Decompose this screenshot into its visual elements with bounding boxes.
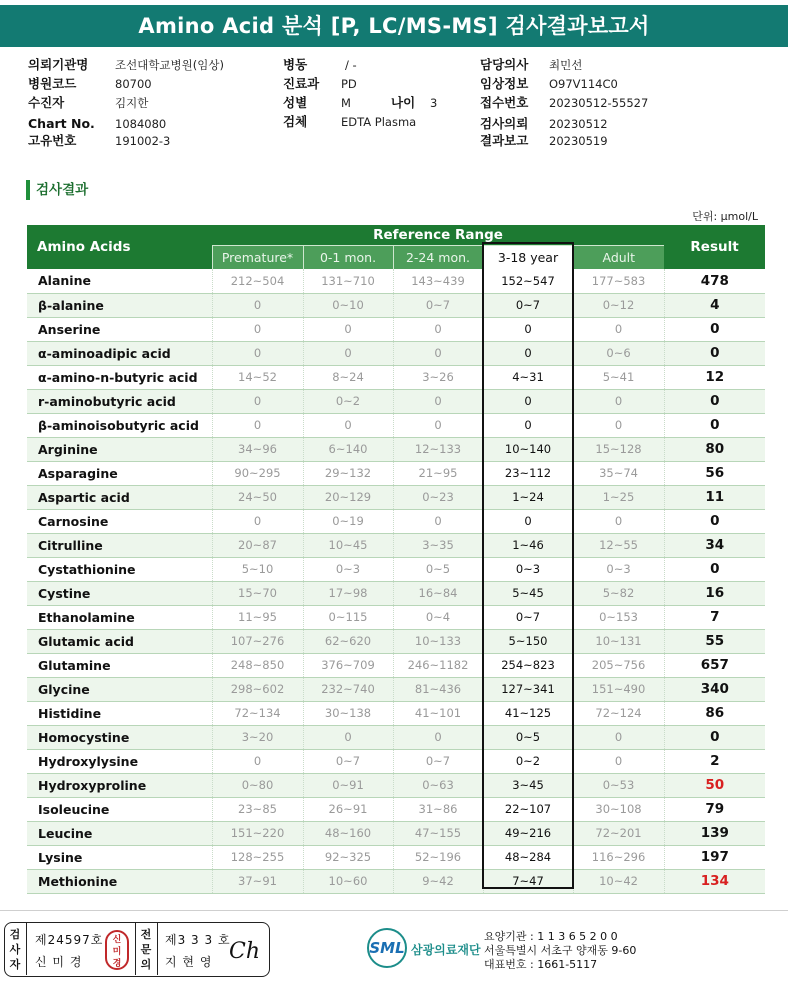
table-row [27, 461, 765, 485]
stamp-char: 미 [112, 947, 122, 957]
result-value: 0 [664, 317, 765, 341]
ref-3-18-year: 0 [483, 317, 573, 341]
ref-premature: 298~602 [212, 677, 303, 701]
ref-0-1-mon: 92~325 [303, 845, 393, 869]
ref-premature: 3~20 [212, 725, 303, 749]
info-value: 80700 [115, 77, 152, 91]
ref-2-24-mon: 41~101 [393, 701, 483, 725]
table-row [27, 869, 765, 893]
results-table [27, 225, 765, 894]
ref-premature: 0 [212, 509, 303, 533]
table-row [27, 365, 765, 389]
amino-acid-name: Homocystine [27, 725, 212, 749]
ref-2-24-mon: 12~133 [393, 437, 483, 461]
table-row [27, 389, 765, 413]
ref-adult: 0 [573, 749, 664, 773]
table-row [27, 797, 765, 821]
ref-premature: 20~87 [212, 533, 303, 557]
tester-name: 신 미 경 [35, 955, 83, 969]
result-value: 134 [664, 869, 765, 893]
ref-3-18-year: 0 [483, 413, 573, 437]
ref-premature: 248~850 [212, 653, 303, 677]
result-value: 86 [664, 701, 765, 725]
info-label: 결과보고 [480, 133, 529, 148]
table-row [27, 605, 765, 629]
amino-acid-name: α-amino-n-butyric acid [27, 365, 212, 389]
stamp-char: 경 [112, 959, 122, 969]
table-row [27, 293, 765, 317]
ref-3-18-year: 1~46 [483, 533, 573, 557]
ref-2-24-mon: 0~4 [393, 605, 483, 629]
lab-info [484, 930, 636, 972]
ref-2-24-mon: 21~95 [393, 461, 483, 485]
specialist-name: 지 현 영 [165, 955, 213, 969]
header-premature: Premature* [212, 245, 303, 269]
info-unique-no [28, 132, 268, 150]
label-char: 문 [140, 943, 152, 956]
table-row [27, 317, 765, 341]
info-label: 임상정보 [480, 76, 529, 91]
amino-acid-name: Leucine [27, 821, 212, 845]
result-value: 12 [664, 365, 765, 389]
table-row [27, 341, 765, 365]
ref-3-18-year: 0~7 [483, 605, 573, 629]
result-value: 7 [664, 605, 765, 629]
ref-adult: 0 [573, 317, 664, 341]
ref-0-1-mon: 17~98 [303, 581, 393, 605]
info-value: M [341, 96, 351, 110]
ref-2-24-mon: 31~86 [393, 797, 483, 821]
table-row [27, 413, 765, 437]
info-institution [28, 56, 268, 74]
amino-acid-name: Citrulline [27, 533, 212, 557]
info-specimen [283, 113, 463, 131]
ref-3-18-year: 3~45 [483, 773, 573, 797]
results-body [27, 269, 765, 893]
ref-adult: 10~42 [573, 869, 664, 893]
amino-acid-name: Anserine [27, 317, 212, 341]
ref-0-1-mon: 8~24 [303, 365, 393, 389]
info-value: 1084080 [115, 117, 167, 131]
ref-3-18-year: 0~2 [483, 749, 573, 773]
ref-premature: 11~95 [212, 605, 303, 629]
footer-divider [0, 910, 788, 911]
ref-0-1-mon: 376~709 [303, 653, 393, 677]
info-label: 병동 [283, 57, 308, 72]
ref-3-18-year: 48~284 [483, 845, 573, 869]
result-value: 16 [664, 581, 765, 605]
info-label: 접수번호 [480, 95, 529, 110]
ref-adult: 0~6 [573, 341, 664, 365]
ref-2-24-mon: 0~23 [393, 485, 483, 509]
table-row [27, 629, 765, 653]
result-value: 0 [664, 389, 765, 413]
tester-label [7, 927, 23, 972]
table-row [27, 581, 765, 605]
ref-premature: 0 [212, 341, 303, 365]
divider [157, 923, 158, 975]
ref-premature: 0 [212, 293, 303, 317]
ref-3-18-year: 0 [483, 509, 573, 533]
result-value: 34 [664, 533, 765, 557]
ref-premature: 15~70 [212, 581, 303, 605]
ref-2-24-mon: 0~7 [393, 749, 483, 773]
ref-2-24-mon: 0~5 [393, 557, 483, 581]
info-department [283, 75, 463, 93]
info-doctor [480, 56, 680, 74]
ref-3-18-year: 7~47 [483, 869, 573, 893]
result-value: 80 [664, 437, 765, 461]
header-amino-acids: Amino Acids [27, 225, 212, 269]
ref-adult: 15~128 [573, 437, 664, 461]
ref-0-1-mon: 6~140 [303, 437, 393, 461]
ref-0-1-mon: 48~160 [303, 821, 393, 845]
amino-acid-name: Lysine [27, 845, 212, 869]
ref-2-24-mon: 0 [393, 341, 483, 365]
info-label: 병원코드 [28, 76, 77, 91]
ref-premature: 90~295 [212, 461, 303, 485]
ref-premature: 0~80 [212, 773, 303, 797]
info-label: 수진자 [28, 95, 65, 110]
ref-adult: 0~53 [573, 773, 664, 797]
ref-premature: 24~50 [212, 485, 303, 509]
ref-premature: 0 [212, 317, 303, 341]
amino-acid-name: Aspartic acid [27, 485, 212, 509]
info-label: 담당의사 [480, 57, 529, 72]
ref-3-18-year: 0 [483, 341, 573, 365]
table-row [27, 653, 765, 677]
ref-2-24-mon: 16~84 [393, 581, 483, 605]
info-value: O97V114C0 [549, 77, 618, 91]
ref-0-1-mon: 29~132 [303, 461, 393, 485]
result-value: 0 [664, 413, 765, 437]
ref-adult: 0~153 [573, 605, 664, 629]
result-value: 139 [664, 821, 765, 845]
ref-2-24-mon: 0 [393, 725, 483, 749]
ref-premature: 23~85 [212, 797, 303, 821]
ref-0-1-mon: 0~10 [303, 293, 393, 317]
amino-acid-name: β-aminoisobutyric acid [27, 413, 212, 437]
ref-adult: 72~201 [573, 821, 664, 845]
result-value: 657 [664, 653, 765, 677]
ref-0-1-mon: 0 [303, 341, 393, 365]
ref-2-24-mon: 143~439 [393, 269, 483, 293]
result-value: 4 [664, 293, 765, 317]
ref-3-18-year: 23~112 [483, 461, 573, 485]
table-row [27, 557, 765, 581]
divider [26, 923, 27, 975]
ref-0-1-mon: 0~7 [303, 749, 393, 773]
ref-adult: 5~82 [573, 581, 664, 605]
amino-acid-name: Asparagine [27, 461, 212, 485]
result-value: 2 [664, 749, 765, 773]
table-row [27, 485, 765, 509]
info-hospital-code [28, 75, 268, 93]
ref-2-24-mon: 0 [393, 509, 483, 533]
table-row [27, 509, 765, 533]
ref-3-18-year: 0~5 [483, 725, 573, 749]
result-value: 340 [664, 677, 765, 701]
result-value: 478 [664, 269, 765, 293]
ref-2-24-mon: 47~155 [393, 821, 483, 845]
specialist-number: 제3 3 3 호 [165, 933, 231, 947]
lab-phone: 대표번호 : 1661-5117 [484, 958, 598, 971]
amino-acid-name: Alanine [27, 269, 212, 293]
ref-0-1-mon: 0 [303, 725, 393, 749]
ref-premature: 128~255 [212, 845, 303, 869]
table-row [27, 773, 765, 797]
info-label: 의뢰기관명 [28, 57, 89, 72]
amino-acid-name: β-alanine [27, 293, 212, 317]
header-3-18-year: 3-18 year [483, 245, 573, 269]
ref-3-18-year: 0~7 [483, 293, 573, 317]
info-value: PD [341, 77, 357, 91]
info-value: 최민선 [549, 58, 583, 72]
amino-acid-name: Hydroxyproline [27, 773, 212, 797]
ref-adult: 0~12 [573, 293, 664, 317]
amino-acid-name: Cystine [27, 581, 212, 605]
ref-0-1-mon: 0~3 [303, 557, 393, 581]
info-receipt-no [480, 94, 680, 112]
handwritten-signature: Ch [229, 939, 261, 964]
ref-2-24-mon: 0~63 [393, 773, 483, 797]
info-clinical-info [480, 75, 680, 93]
ref-0-1-mon: 0~115 [303, 605, 393, 629]
info-value: / - [345, 58, 357, 72]
ref-adult: 1~25 [573, 485, 664, 509]
info-age [391, 94, 461, 112]
divider [135, 923, 136, 975]
amino-acid-name: Histidine [27, 701, 212, 725]
ref-premature: 0 [212, 389, 303, 413]
header-0-1-mon: 0-1 mon. [303, 245, 393, 269]
label-char: 전 [140, 928, 152, 941]
amino-acid-name: Glutamine [27, 653, 212, 677]
result-value: 0 [664, 725, 765, 749]
ref-3-18-year: 5~150 [483, 629, 573, 653]
ref-adult: 35~74 [573, 461, 664, 485]
ref-adult: 0 [573, 413, 664, 437]
ref-adult: 12~55 [573, 533, 664, 557]
stamp-char: 신 [112, 935, 122, 945]
ref-adult: 72~124 [573, 701, 664, 725]
result-value: 0 [664, 509, 765, 533]
info-value: 조선대학교병원(임상) [115, 58, 224, 72]
table-row [27, 533, 765, 557]
info-value: 191002-3 [115, 134, 171, 148]
label-char: 자 [9, 958, 21, 971]
table-row [27, 749, 765, 773]
info-patient [28, 94, 268, 112]
ref-premature: 72~134 [212, 701, 303, 725]
signature-box [4, 922, 270, 977]
ref-0-1-mon: 62~620 [303, 629, 393, 653]
ref-premature: 151~220 [212, 821, 303, 845]
result-value: 0 [664, 557, 765, 581]
ref-3-18-year: 4~31 [483, 365, 573, 389]
seal-stamp [105, 930, 129, 970]
ref-0-1-mon: 26~91 [303, 797, 393, 821]
info-label: Chart No. [28, 116, 95, 131]
result-value: 197 [664, 845, 765, 869]
info-report-date [480, 132, 680, 150]
label-char: 사 [9, 943, 21, 956]
ref-premature: 0 [212, 413, 303, 437]
info-value: 20230512 [549, 117, 608, 131]
label-char: 검 [9, 928, 21, 941]
ref-2-24-mon: 10~133 [393, 629, 483, 653]
result-value: 56 [664, 461, 765, 485]
info-ward [283, 56, 463, 74]
ref-3-18-year: 0 [483, 389, 573, 413]
ref-adult: 0 [573, 725, 664, 749]
ref-0-1-mon: 0~91 [303, 773, 393, 797]
ref-premature: 37~91 [212, 869, 303, 893]
table-row [27, 677, 765, 701]
info-label: 검사의뢰 [480, 116, 529, 131]
info-value: 20230512-55527 [549, 96, 649, 110]
ref-premature: 0 [212, 749, 303, 773]
table-row [27, 845, 765, 869]
amino-acid-name: Glycine [27, 677, 212, 701]
ref-0-1-mon: 30~138 [303, 701, 393, 725]
ref-2-24-mon: 9~42 [393, 869, 483, 893]
info-label: 검체 [283, 114, 308, 129]
ref-3-18-year: 1~24 [483, 485, 573, 509]
specialist-label [138, 927, 154, 972]
amino-acid-name: Ethanolamine [27, 605, 212, 629]
info-value: 20230519 [549, 134, 608, 148]
ref-premature: 107~276 [212, 629, 303, 653]
ref-3-18-year: 254~823 [483, 653, 573, 677]
table-row [27, 437, 765, 461]
table-row [27, 821, 765, 845]
ref-3-18-year: 152~547 [483, 269, 573, 293]
info-value: 김지한 [115, 96, 149, 110]
ref-2-24-mon: 81~436 [393, 677, 483, 701]
header-2-24-mon: 2-24 mon. [393, 245, 483, 269]
header-reference-range: Reference Range [212, 225, 664, 245]
result-value: 55 [664, 629, 765, 653]
ref-adult: 205~756 [573, 653, 664, 677]
ref-2-24-mon: 246~1182 [393, 653, 483, 677]
ref-premature: 212~504 [212, 269, 303, 293]
ref-adult: 5~41 [573, 365, 664, 389]
table-row [27, 269, 765, 293]
ref-2-24-mon: 0~7 [393, 293, 483, 317]
report-title: Amino Acid 분석 [P, LC/MS-MS] 검사결과보고서 [0, 5, 788, 47]
ref-adult: 0 [573, 509, 664, 533]
ref-0-1-mon: 0 [303, 317, 393, 341]
lab-address: 서울특별시 서초구 양재동 9-60 [484, 944, 637, 957]
ref-3-18-year: 41~125 [483, 701, 573, 725]
section-title: 검사결과 [26, 180, 88, 200]
ref-adult: 0 [573, 389, 664, 413]
lab-name: 삼광의료재단 [411, 943, 481, 957]
ref-adult: 116~296 [573, 845, 664, 869]
ref-2-24-mon: 0 [393, 389, 483, 413]
ref-0-1-mon: 20~129 [303, 485, 393, 509]
ref-2-24-mon: 0 [393, 413, 483, 437]
info-label: 고유번호 [28, 133, 77, 148]
info-request-date [480, 115, 680, 133]
tester-number: 제24597호 [35, 933, 104, 947]
ref-2-24-mon: 52~196 [393, 845, 483, 869]
ref-adult: 10~131 [573, 629, 664, 653]
amino-acid-name: Cystathionine [27, 557, 212, 581]
amino-acid-name: Carnosine [27, 509, 212, 533]
ref-3-18-year: 49~216 [483, 821, 573, 845]
unit-label: 단위: μmol/L [692, 210, 758, 223]
ref-0-1-mon: 131~710 [303, 269, 393, 293]
result-value: 79 [664, 797, 765, 821]
amino-acid-name: Isoleucine [27, 797, 212, 821]
ref-0-1-mon: 0~19 [303, 509, 393, 533]
info-sex [283, 94, 383, 112]
ref-3-18-year: 5~45 [483, 581, 573, 605]
result-value: 11 [664, 485, 765, 509]
ref-adult: 177~583 [573, 269, 664, 293]
amino-acid-name: α-aminoadipic acid [27, 341, 212, 365]
ref-3-18-year: 127~341 [483, 677, 573, 701]
ref-3-18-year: 10~140 [483, 437, 573, 461]
amino-acid-name: Methionine [27, 869, 212, 893]
ref-0-1-mon: 232~740 [303, 677, 393, 701]
ref-0-1-mon: 10~60 [303, 869, 393, 893]
header-result: Result [664, 225, 765, 269]
ref-premature: 14~52 [212, 365, 303, 389]
ref-2-24-mon: 3~26 [393, 365, 483, 389]
label-char: 의 [140, 958, 152, 971]
amino-acid-name: Hydroxylysine [27, 749, 212, 773]
ref-premature: 34~96 [212, 437, 303, 461]
ref-premature: 5~10 [212, 557, 303, 581]
result-value: 50 [664, 773, 765, 797]
table-row [27, 701, 765, 725]
ref-0-1-mon: 0~2 [303, 389, 393, 413]
amino-acid-name: Glutamic acid [27, 629, 212, 653]
result-value: 0 [664, 341, 765, 365]
ref-adult: 151~490 [573, 677, 664, 701]
lab-code: 요양기관 : 1 1 3 6 5 2 0 0 [484, 930, 618, 943]
ref-adult: 30~108 [573, 797, 664, 821]
info-label: 나이 [391, 95, 416, 110]
ref-3-18-year: 22~107 [483, 797, 573, 821]
ref-0-1-mon: 0 [303, 413, 393, 437]
info-value: 3 [430, 96, 438, 110]
amino-acid-name: Arginine [27, 437, 212, 461]
info-label: 진료과 [283, 76, 320, 91]
info-value: EDTA Plasma [341, 115, 417, 129]
table-row [27, 725, 765, 749]
ref-0-1-mon: 10~45 [303, 533, 393, 557]
ref-3-18-year: 0~3 [483, 557, 573, 581]
ref-2-24-mon: 3~35 [393, 533, 483, 557]
info-chart-no [28, 115, 268, 133]
info-label: 성별 [283, 95, 308, 110]
ref-adult: 0~3 [573, 557, 664, 581]
ref-2-24-mon: 0 [393, 317, 483, 341]
amino-acid-name: r-aminobutyric acid [27, 389, 212, 413]
header-adult: Adult [573, 245, 664, 269]
sml-logo-icon: SML [367, 928, 407, 968]
